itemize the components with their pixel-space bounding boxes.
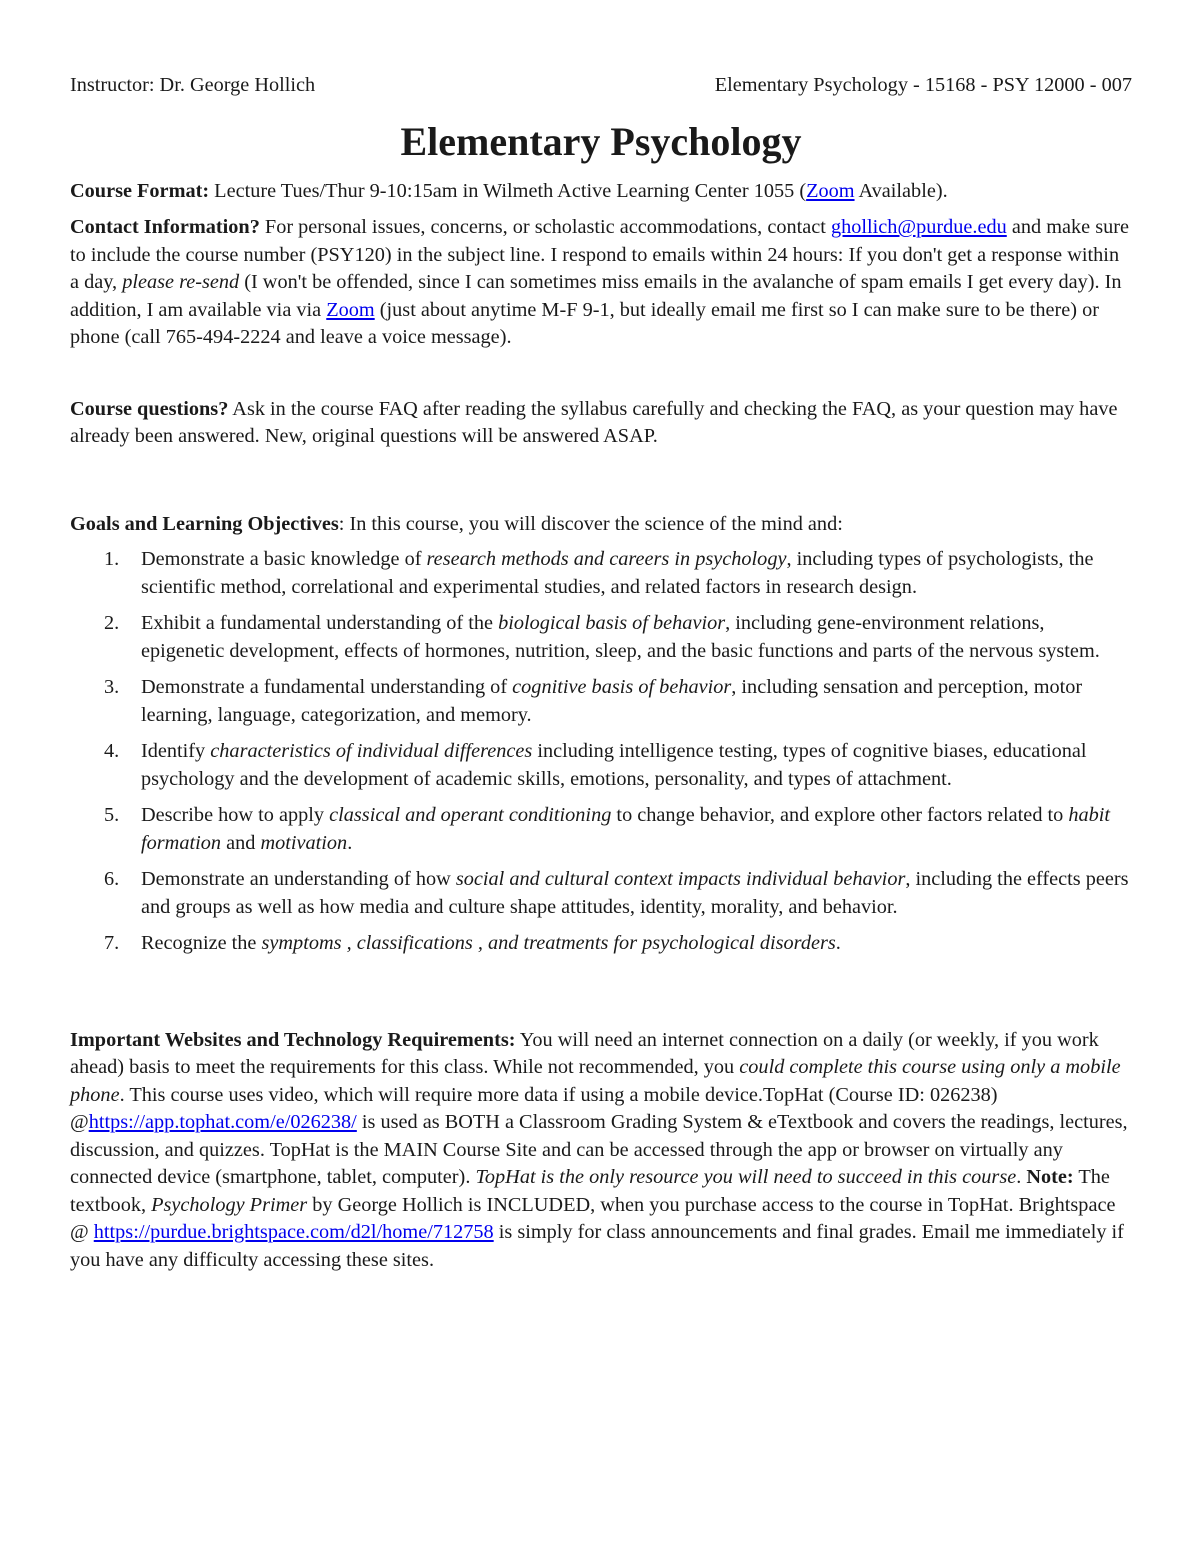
list-number: 3. [104, 676, 120, 698]
contact-text: (just about anytime M-F 9-1, but ideally email me first so I can make sure to be there) or phone (call 765-494-2224 and leave a voice message). [70, 298, 1099, 348]
list-text: Identify [141, 740, 211, 762]
list-emphasis: classical and operant conditioning [329, 804, 612, 826]
goals-intro [70, 511, 1132, 539]
list-text: Describe how to apply [141, 804, 330, 826]
list-number: 6. [104, 868, 120, 890]
list-emphasis: cognitive basis of behavior [512, 676, 732, 698]
email-link[interactable]: ghollich@purdue.edu [830, 216, 1007, 238]
contact-text: For personal issues, concerns, or scholastic accommodations, contact [259, 216, 831, 238]
list-text: Demonstrate a fundamental understanding of [141, 676, 513, 698]
list-emphasis: habit formation [141, 804, 1111, 854]
note-label: Note: [1026, 1166, 1074, 1188]
list-text: , including the effects peers and groups as well as how media and culture shape attitudes, identity, morality, and behavior. [141, 868, 1129, 918]
tophat-link[interactable]: https://app.tophat.com/e/026238/ [88, 1111, 357, 1133]
course-format-paragraph [70, 178, 1132, 206]
syllabus-page [70, 72, 1132, 1274]
list-number: 2. [104, 612, 120, 634]
websites-text: . This course uses video, which will require more data if using a mobile device.TopHat (Course ID: 026238) @ [70, 1083, 998, 1133]
list-number: 5. [104, 804, 120, 826]
list-item [70, 802, 1132, 857]
list-text: including intelligence testing, types of cognitive biases, educational psychology and the development of academic skills, emotions, personality, and types of attachment. [141, 740, 1087, 790]
course-format-text-end: Available). [854, 179, 948, 202]
list-item [70, 610, 1132, 665]
websites-emphasis: TopHat is the only resource you will need to succeed in this course [475, 1166, 1017, 1188]
page-title: Elementary Psychology [400, 118, 802, 164]
websites-text: is simply for class announcements and final grades. Email me immediately if you have any difficulty accessing these sites. [70, 1221, 1124, 1271]
list-text: , including gene-environment relations, epigenetic development, effects of hormones, nutrition, sleep, and the basic functions and parts of the nervous system. [141, 612, 1100, 662]
objectives-list [70, 546, 1132, 958]
list-item [70, 930, 1132, 958]
list-text: , including sensation and perception, motor learning, language, categorization, and memory. [141, 676, 1083, 726]
list-text: Recognize the [141, 932, 262, 954]
list-emphasis: motivation [260, 831, 348, 854]
zoom-link[interactable]: Zoom [806, 179, 855, 202]
list-text: . [347, 831, 353, 854]
list-emphasis: symptoms , classifications , and treatments for psychological disorders [261, 932, 836, 954]
contact-label: Contact Information? [70, 216, 260, 238]
zoom-contact-link[interactable]: Zoom [326, 298, 375, 321]
page-header [70, 72, 1132, 100]
websites-paragraph [70, 1027, 1132, 1275]
websites-text: by George Hollich is INCLUDED, when you purchase access to the course in TopHat. Brightspace @ [70, 1193, 1116, 1243]
course-format-text: Lecture Tues/Thur 9-10:15am in Wilmeth Active Learning Center 1055 ( [209, 179, 807, 202]
goals-intro-text: : In this course, you will discover the science of the mind and: [338, 512, 843, 535]
brightspace-link[interactable]: https://purdue.brightspace.com/d2l/home/712758 [93, 1221, 494, 1243]
list-emphasis: characteristics of individual differences [210, 740, 533, 762]
list-number: 7. [104, 932, 120, 954]
list-emphasis: biological basis of behavior [498, 612, 726, 634]
instructor-name: Instructor: Dr. George Hollich [70, 74, 316, 96]
contact-text: and make sure to include the course number (PSY120) in the subject line. I respond to emails within 24 hours: If you don't get a response within a day, [70, 216, 1129, 293]
course-questions-paragraph [70, 396, 1132, 451]
websites-text: The textbook, [70, 1166, 1110, 1216]
contact-text: (I won't be offended, since I can sometimes miss emails in the avalanche of spam emails I get every day). In addition, I am available via via [70, 271, 1122, 321]
websites-text: You will need an internet connection on a daily (or weekly, if you work ahead) basis to meet the requirements for this class. While not recommended, you [70, 1028, 1099, 1078]
course-questions-text: Ask in the course FAQ after reading the syllabus carefully and checking the FAQ, as your question may have already been answered. New, original questions will be answered ASAP. [70, 397, 1118, 447]
list-item [70, 674, 1132, 729]
contact-paragraph [70, 214, 1132, 352]
course-code: Elementary Psychology - 15168 - PSY 12000 - 007 [714, 74, 1132, 96]
websites-text: . [1016, 1166, 1027, 1188]
list-text: to change behavior, and explore other factors related to [611, 804, 1069, 826]
list-text: Demonstrate a basic knowledge of [141, 548, 427, 570]
list-item [70, 546, 1132, 601]
course-questions-label: Course questions? [70, 397, 229, 420]
list-text: Demonstrate an understanding of how [141, 868, 456, 890]
websites-text: is used as BOTH a Classroom Grading System & eTextbook and covers the readings, lectures, discussion, and quizzes. TopHat is the MAIN Course Site and can be accessed through the app or browser on virtually any connected device (smartphone, tablet, computer). [70, 1111, 1128, 1188]
list-text: , including types of psychologists, the scientific method, correlational and experimental studies, and related factors in research design. [141, 548, 1094, 598]
list-emphasis: social and cultural context impacts individual behavior [455, 868, 906, 890]
goals-label: Goals and Learning Objectives [70, 512, 339, 535]
list-text: . [835, 932, 841, 954]
list-text: Exhibit a fundamental understanding of the [141, 612, 499, 634]
list-item [70, 866, 1132, 921]
websites-emphasis: could complete this course using only a mobile phone [70, 1056, 1121, 1106]
list-item [70, 738, 1132, 793]
list-number: 1. [104, 548, 120, 570]
websites-label: Important Websites and Technology Requirements: [70, 1028, 516, 1051]
list-emphasis: research methods and careers in psychology [426, 548, 787, 570]
course-format-label: Course Format: [70, 179, 210, 202]
list-text: and [221, 831, 261, 854]
contact-emphasis: please re-send [122, 271, 240, 293]
textbook-title: Psychology Primer [151, 1193, 308, 1216]
list-number: 4. [104, 740, 120, 762]
